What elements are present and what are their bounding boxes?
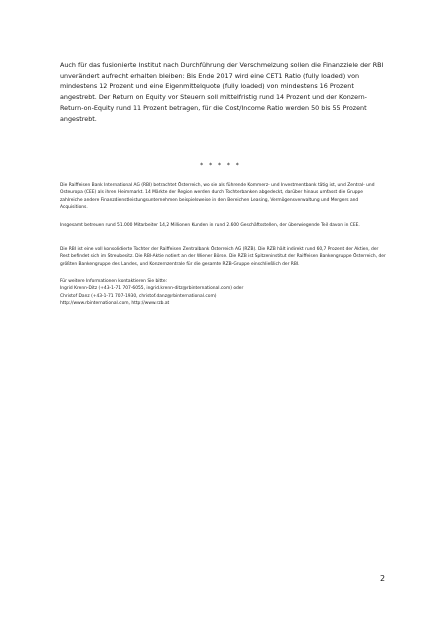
contact-line-2: Christof Danz (+43-1-71 707-1930, christof.danz@rbinternational.com) xyxy=(60,293,217,299)
contact-line-1: Ingrid Krenn-Ditz (+43-1-71 707-6055, ingrid.krenn-ditz@rbinternational.com) oder xyxy=(60,286,244,292)
section-separator: * * * * * xyxy=(200,162,241,169)
intro-paragraph: Auch für das fusionierte Institut nach Durchführung der Verschmelzung sollen die Finanzziele der RBI unverändert aufrecht erhalten bleiben: Bis Ende 2017 wird eine CET1 Ratio (fully loaded) von mindestens 12 Prozent und eine Eigenmittelquote (fully loaded) von mindestens 16 Prozent angestrebt. Der Return on Equity vor Steuern soll mittelfristig rund 14 Prozent und der Konzern-Return-on-Equity rund 11 Prozent betragen, für die Cost/Income Ratio werden 50 bis 55 Prozent angestrebt. xyxy=(60,61,384,123)
page-number: 2 xyxy=(380,574,386,583)
about-paragraph-2: Insgesamt betreuen rund 51.000 Mitarbeiter 14,2 Millionen Kunden in rund 2.600 Geschäftsstellen, der überwiegende Teil davon in CEE. xyxy=(60,223,360,228)
about-paragraph-3: Die RBI ist eine voll konsolidierte Tochter der Raiffeisen Zentralbank Österreich AG (RZB). Die RZB hält indirekt rund 60,7 Prozent der Aktien, der Rest befindet sich im Streubesitz. Die RBI-Aktie notiert an der Wiener Börse. Die RZB ist Spitzeninstitut der Raiffeisen Bankengruppe Österreich, der größten Bankengruppe des Landes, und Konzernzentrale für die gesamte RZB-Gruppe einschließlich der RBI. xyxy=(60,247,386,267)
about-paragraph-1: Die Raiffeisen Bank International AG (RBI) betrachtet Österreich, wo sie als führende Kommerz- und Investmentbank tätig ist, und Zentral- und Osteuropa (CEE) als ihren Heimmarkt. 14 Märkte der Region werden durch Tochterbanken abgedeckt, darüber hinaus umfasst die Gruppe zahlreiche andere Finanzdienstleistungsunternehmen beispielsweise in den Bereichen Leasing, Vermögensverwaltung und Mergers and Acquisitions. xyxy=(60,183,375,210)
contact-heading: Für weitere Informationen kontaktieren Sie bitte: xyxy=(60,279,168,284)
contact-block xyxy=(60,278,386,307)
contact-websites: http://www.rbinternational.com, http://www.rzb.at xyxy=(60,300,170,306)
